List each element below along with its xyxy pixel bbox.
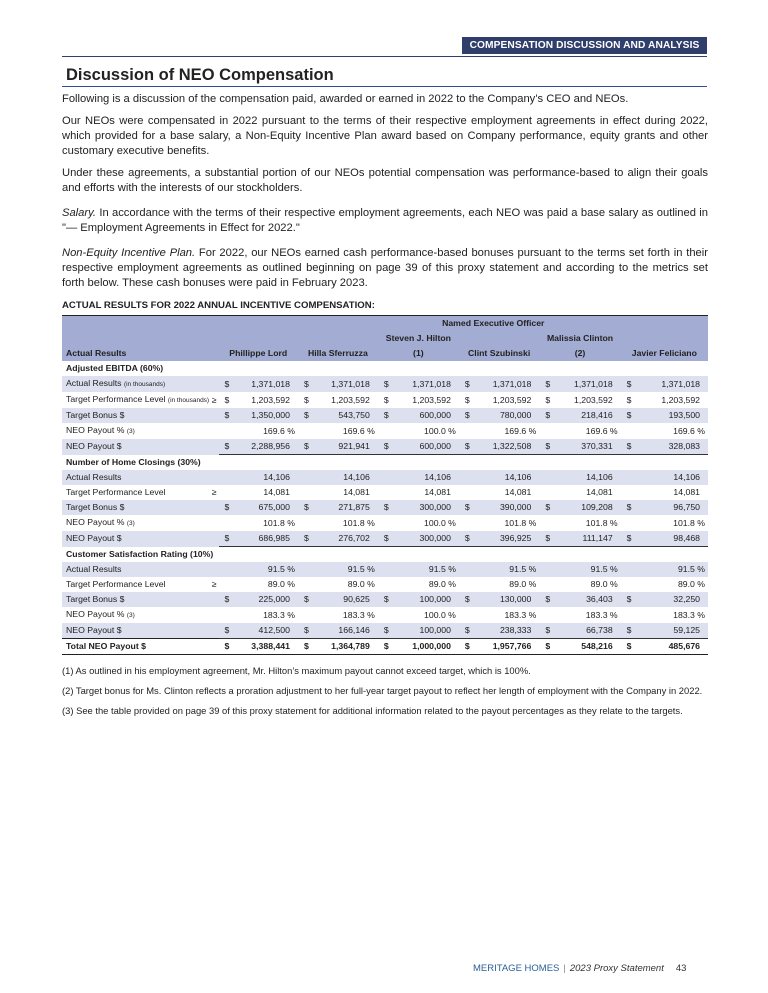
agreements-paragraph: Our NEOs were compensated in 2022 pursuant to the terms of their respective employment agreements in effect during 2022, which provided for a base salary, a Non-Equity Incentive Plan award based on Company performance, equity grants and other customary executive benefits. [62,115,708,157]
col-header-hilton-note: (1) [413,348,424,358]
currency-symbol [219,607,237,623]
currency-symbol: $ [219,639,237,655]
currency-symbol [219,423,237,439]
cell-value: 1,371,018 [639,376,708,392]
cell-value: 600,000 [396,408,459,423]
cell-value: 1,203,592 [661,394,700,405]
cell-value: 1,203,592 [331,394,370,405]
currency-symbol [378,485,396,500]
comparison-symbol [210,562,219,577]
cell-value: 100,000 [396,592,459,607]
currency-symbol: $ [219,500,237,515]
table-row [62,515,708,531]
cell-value: 101.8 % [342,517,375,528]
currency-symbol [459,607,477,623]
page-content [62,92,708,724]
cell-value: 183.3 % [504,609,537,620]
comparison-symbol [210,408,219,423]
table-title: ACTUAL RESULTS FOR 2022 ANNUAL INCENTIVE COMPENSATION: [62,300,375,311]
cell-value: 91.5 % [477,562,539,577]
row-label: NEO Payout % (3) [66,517,135,527]
nonequity-paragraph [62,246,708,291]
total-value: 3,388,441 [236,639,298,655]
cell-value: 1,203,592 [574,394,613,405]
currency-symbol: $ [303,394,309,405]
cell-value: 14,081 [263,487,290,497]
currency-symbol: $ [459,500,477,515]
cell-value: 780,000 [477,408,539,423]
currency-symbol [459,562,477,577]
table-row [62,531,708,547]
currency-symbol [539,485,558,500]
cell-value: 111,147 [558,531,621,547]
currency-symbol [539,515,558,531]
title-rule [62,86,707,87]
row-label-note: (3) [126,428,135,435]
cell-value: 89.0 % [347,579,375,589]
section-row [62,547,708,563]
table-row [62,607,708,623]
currency-symbol: $ [539,408,558,423]
currency-symbol: $ [539,500,558,515]
currency-symbol: $ [219,531,237,547]
row-label: Actual Results (in thousands) [62,376,210,392]
total-value: 1,000,000 [396,639,459,655]
currency-symbol: $ [219,408,237,423]
currency-symbol [378,470,396,485]
currency-symbol: $ [621,531,639,547]
currency-symbol [219,515,237,531]
currency-symbol: $ [378,623,396,639]
cell-value: 1,203,592 [412,394,451,405]
currency-symbol: $ [224,394,230,405]
cell-value: 396,925 [477,531,539,547]
currency-symbol: $ [378,376,396,392]
cell-value: 14,106 [477,470,539,485]
table-row [62,577,708,592]
comparison-symbol: ≥ [211,579,217,589]
cell-value: 66,738 [558,623,621,639]
footnote-3: (3) See the table provided on page 39 of this proxy statement for additional information related to the payout percentages as they relate to the targets. [62,705,683,716]
cell-value: 91.5 % [236,562,298,577]
section-row [62,361,708,376]
comparison-symbol [210,439,219,455]
currency-symbol [378,515,396,531]
table-row [62,392,708,408]
currency-symbol [459,515,477,531]
table-row [62,470,708,485]
row-label-note: (in thousands) [123,381,166,388]
col-header-feliciano: Javier Feliciano [631,348,697,358]
cell-value: 101.8 % [585,517,618,528]
currency-symbol [298,577,316,592]
cell-value: 169.6 % [585,425,618,436]
table-row [62,562,708,577]
row-label-note: (3) [126,520,135,527]
currency-symbol: $ [378,408,396,423]
currency-symbol [459,423,477,439]
cell-value: 96,750 [639,500,708,515]
currency-symbol: $ [298,408,316,423]
footer-company: MERITAGE HOMES [473,963,560,974]
currency-symbol: $ [459,639,477,655]
salary-lead: Salary. [62,207,96,219]
cell-value: 36,403 [558,592,621,607]
cell-value: 600,000 [396,439,459,455]
currency-symbol [298,423,316,439]
comparison-symbol [210,500,219,515]
row-label: NEO Payout $ [62,531,210,547]
currency-symbol [219,577,237,592]
currency-symbol: $ [383,394,389,405]
currency-symbol [621,515,639,531]
currency-symbol [378,577,396,592]
currency-symbol [539,470,558,485]
cell-value: 300,000 [396,500,459,515]
cell-value: 1,350,000 [236,408,298,423]
currency-symbol: $ [621,408,639,423]
currency-symbol: $ [219,376,237,392]
comparison-symbol [210,470,219,485]
col-note-clinton: Malissia Clinton [546,333,614,343]
currency-symbol: $ [378,500,396,515]
currency-symbol: $ [219,623,237,639]
cell-value: 2,288,956 [236,439,298,455]
currency-symbol: $ [621,439,639,455]
group-header: Named Executive Officer [219,316,708,332]
page-number: 43 [675,963,687,974]
row-label: Actual Results [62,562,210,577]
cell-value: 91.5 % [558,562,621,577]
cell-value: 1,371,018 [396,376,459,392]
currency-symbol [459,470,477,485]
cell-value: 32,250 [639,592,708,607]
cell-value: 169.6 % [263,425,295,436]
cell-value: 14,106 [236,470,298,485]
currency-symbol: $ [298,500,316,515]
row-label: Target Performance Level [66,487,166,497]
cell-value: 14,106 [396,470,459,485]
row-label: Target Bonus $ [62,592,210,607]
currency-symbol: $ [378,439,396,455]
currency-symbol [621,470,639,485]
cell-value: 14,106 [316,470,378,485]
cell-value: 183.3 % [263,609,295,620]
incentive-table [62,315,708,655]
cell-value: 89.0 % [267,579,295,589]
cell-value: 89.0 % [677,579,705,589]
cell-value: 218,416 [558,408,621,423]
intro-paragraph: Following is a discussion of the compensation paid, awarded or earned in 2022 to the Company’s CEO and NEOs. [62,93,629,105]
cell-value: 169.6 % [504,425,537,436]
col-header-sferruzza: Hilla Sferruzza [307,348,368,358]
currency-symbol [459,577,477,592]
currency-symbol [378,423,396,439]
currency-symbol: $ [539,639,558,655]
footnote-1: (1) As outlined in his employment agreement, Mr. Hilton’s maximum payout cannot exceed target, which is 100%. [62,665,531,676]
comparison-symbol: ≥ [211,394,217,405]
currency-symbol: $ [459,592,477,607]
currency-symbol [621,485,639,500]
currency-symbol [219,470,237,485]
cell-value: 169.6 % [342,425,375,436]
total-value: 1,364,789 [316,639,378,655]
cell-value: 100.0 % [424,517,456,528]
table-row [62,623,708,639]
section-title: Number of Home Closings (30%) [66,457,201,467]
cell-value: 14,081 [586,487,613,497]
currency-symbol: $ [298,439,316,455]
currency-symbol: $ [298,623,316,639]
cell-value: 183.3 % [585,609,618,620]
cell-value: 276,702 [316,531,378,547]
cell-value: 543,750 [316,408,378,423]
cell-value: 14,081 [343,487,370,497]
table-body [62,361,708,655]
col-header-lord: Phillippe Lord [229,348,288,358]
section-title: Customer Satisfaction Rating (10%) [66,549,214,559]
footer-document: 2023 Proxy Statement [569,963,664,974]
currency-symbol: $ [539,592,558,607]
cell-value: 89.0 % [590,579,618,589]
cell-value: 1,371,018 [316,376,378,392]
cell-value: 101.8 % [263,517,295,528]
cell-value: 100.0 % [424,609,456,620]
performance-paragraph: Under these agreements, a substantial portion of our NEOs potential compensation was performance-based to align their goals and efforts with the interests of our stockholders. [62,167,708,194]
row-label-note: (in thousands) [167,397,210,404]
cell-value: 675,000 [236,500,298,515]
cell-value: 300,000 [396,531,459,547]
total-label: Total NEO Payout $ [62,639,219,655]
currency-symbol [219,485,237,500]
currency-symbol: $ [459,623,477,639]
comparison-symbol: ≥ [211,487,217,497]
currency-symbol: $ [459,531,477,547]
currency-symbol [621,607,639,623]
currency-symbol [621,562,639,577]
currency-symbol: $ [298,376,316,392]
currency-symbol: $ [378,531,396,547]
cell-value: 109,208 [558,500,621,515]
currency-symbol: $ [459,408,477,423]
cell-value: 1,371,018 [558,376,621,392]
comparison-symbol [210,623,219,639]
salary-paragraph [62,206,708,236]
currency-symbol [539,562,558,577]
cell-value: 183.3 % [673,609,705,620]
row-label: Target Performance Level (in thousands) [66,394,210,404]
currency-symbol: $ [298,592,316,607]
currency-symbol: $ [621,592,639,607]
currency-symbol [298,470,316,485]
cell-value: 59,125 [639,623,708,639]
section-banner: COMPENSATION DISCUSSION AND ANALYSIS [462,37,707,54]
cell-value: 193,500 [639,408,708,423]
cell-value: 130,000 [477,592,539,607]
comparison-symbol [210,515,219,531]
cell-value: 14,081 [673,487,700,497]
currency-symbol: $ [298,531,316,547]
col-note-hilton: Steven J. Hilton [385,333,451,343]
currency-symbol [298,607,316,623]
cell-value: 101.8 % [673,517,705,528]
currency-symbol: $ [621,376,639,392]
cell-value: 101.8 % [504,517,537,528]
cell-value: 1,322,508 [477,439,539,455]
row-label-note: (3) [126,612,135,619]
currency-symbol: $ [539,376,558,392]
cell-value: 14,081 [504,487,532,497]
currency-symbol: $ [219,439,237,455]
row-label: Target Bonus $ [62,408,210,423]
footnote-2: (2) Target bonus for Ms. Clinton reflects a proration adjustment to her full-year target payout to reflect her length of employment with the Company in 2022. [62,685,703,696]
cell-value: 1,203,592 [492,394,532,405]
row-label: NEO Payout $ [62,439,210,455]
currency-symbol: $ [621,639,639,655]
cell-value: 14,081 [424,487,451,497]
page-footer [473,963,686,974]
cell-value: 390,000 [477,500,539,515]
nonequity-lead: Non-Equity Incentive Plan. [62,247,196,259]
cell-value: 89.0 % [509,579,537,589]
row-label: Target Bonus $ [62,500,210,515]
cell-value: 225,000 [236,592,298,607]
cell-value: 89.0 % [428,579,456,589]
currency-symbol: $ [621,500,639,515]
currency-symbol [298,515,316,531]
cell-value: 169.6 % [673,425,705,436]
currency-symbol [298,485,316,500]
currency-symbol: $ [621,623,639,639]
total-value: 485,676 [639,639,708,655]
cell-value: 91.5 % [316,562,378,577]
cell-value: 91.5 % [396,562,459,577]
row-label: NEO Payout % (3) [66,425,135,435]
comparison-symbol [210,607,219,623]
col-header-szubinski: Clint Szubinski [468,348,531,358]
page-title: Discussion of NEO Compensation [66,66,334,84]
section-title: Adjusted EBITDA (60%) [66,363,164,373]
currency-symbol [378,607,396,623]
currency-symbol [539,577,558,592]
section-row [62,455,708,471]
cell-value: 100.0 % [424,425,456,436]
cell-value: 14,106 [639,470,708,485]
cell-value: 271,875 [316,500,378,515]
currency-symbol: $ [539,531,558,547]
currency-symbol [539,607,558,623]
table-row [62,408,708,423]
cell-value: 328,083 [639,439,708,455]
cell-value: 183.3 % [342,609,375,620]
currency-symbol: $ [539,623,558,639]
currency-symbol: $ [298,639,316,655]
cell-value: 14,106 [558,470,621,485]
col-header-clinton-note: (2) [574,348,586,358]
currency-symbol: $ [545,394,551,405]
currency-symbol [621,423,639,439]
currency-symbol [539,423,558,439]
table-row [62,376,708,392]
row-label: NEO Payout $ [62,623,210,639]
row-label: NEO Payout % (3) [66,609,135,619]
cell-value: 166,146 [316,623,378,639]
comparison-symbol [210,531,219,547]
total-row [62,639,708,655]
currency-symbol [378,562,396,577]
total-value: 1,957,766 [477,639,539,655]
cell-value: 90,625 [316,592,378,607]
cell-value: 921,941 [316,439,378,455]
currency-symbol: $ [539,439,558,455]
currency-symbol [459,485,477,500]
cell-value: 98,468 [639,531,708,547]
cell-value: 1,371,018 [236,376,298,392]
currency-symbol: $ [459,376,477,392]
row-label: Target Performance Level [66,579,166,589]
cell-value: 370,331 [558,439,621,455]
cell-value: 1,371,018 [477,376,539,392]
comparison-symbol [210,592,219,607]
top-rule [62,56,707,57]
table-row [62,592,708,607]
salary-text: In accordance with the terms of their respective employment agreements, each NEO was paid a base salary as outlined in "— Employment Agreements in Effect for 2022." [62,207,708,234]
cell-value: 412,500 [236,623,298,639]
total-value: 548,216 [558,639,621,655]
cell-value: 238,333 [477,623,539,639]
table-row [62,423,708,439]
currency-symbol: $ [378,639,396,655]
currency-symbol: $ [378,592,396,607]
cell-value: 1,203,592 [251,394,290,405]
currency-symbol: $ [626,394,632,405]
currency-symbol: $ [219,592,237,607]
comparison-symbol [210,376,219,392]
table-row [62,500,708,515]
currency-symbol [621,577,639,592]
currency-symbol: $ [459,439,477,455]
comparison-symbol [210,423,219,439]
currency-symbol [219,562,237,577]
currency-symbol: $ [464,394,470,405]
cell-value: 91.5 % [639,562,708,577]
table-row [62,439,708,455]
cell-value: 100,000 [396,623,459,639]
label-header: Actual Results [66,348,127,358]
table-row [62,485,708,500]
footnotes [62,664,708,717]
currency-symbol [298,562,316,577]
cell-value: 686,985 [236,531,298,547]
row-label: Actual Results [62,470,210,485]
footer-separator: | [563,963,566,974]
nonequity-text: For 2022, our NEOs earned cash performance-based bonuses pursuant to the terms set forth in their respective employment agreements as outlined beginning on page 39 of this proxy statement and according to the metrics set forth below. These cash bonuses were paid in February 2023. [62,247,708,289]
